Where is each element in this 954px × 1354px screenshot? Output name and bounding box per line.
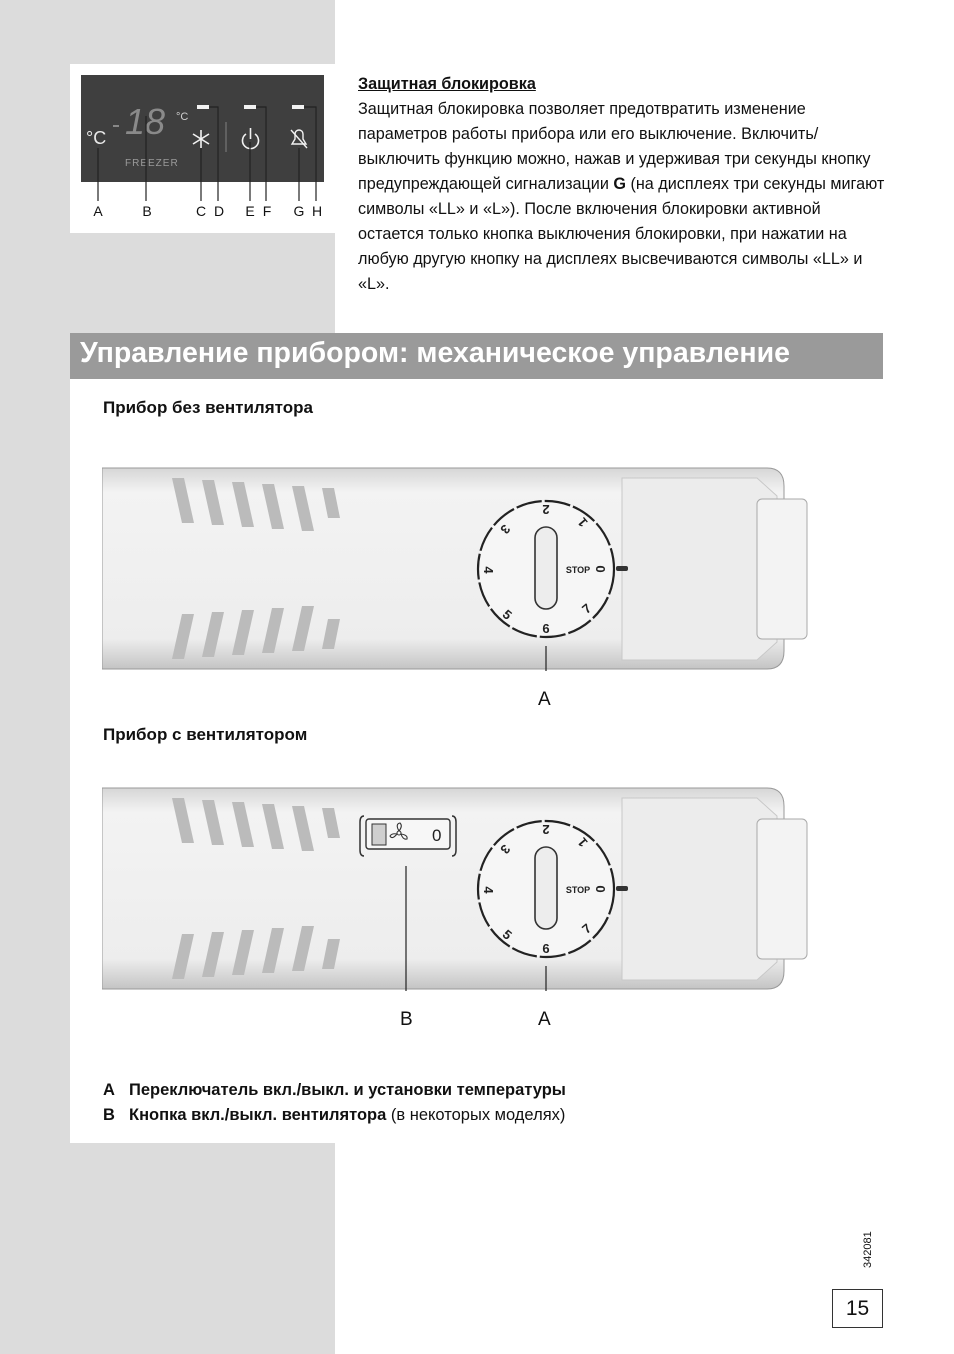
dial-num-1: 1 — [574, 514, 591, 530]
callout-c: C — [195, 203, 207, 219]
end-cap — [757, 819, 807, 959]
callout-e: E — [245, 203, 255, 219]
child-lock-bold-key: G — [613, 175, 626, 193]
panel1-callout-a: A — [538, 689, 551, 710]
dial-marker — [616, 566, 628, 571]
child-lock-section — [358, 72, 888, 297]
legend — [103, 1078, 566, 1128]
legend-label-bold: Переключатель вкл./выкл. и установки температуры — [129, 1081, 566, 1099]
heading-no-fan: Прибор без вентилятора — [103, 398, 313, 417]
indicator-d — [197, 105, 209, 109]
legend-key: A — [103, 1081, 115, 1099]
digits-unit: °C — [176, 111, 189, 123]
callout-h: H — [311, 203, 323, 219]
section-title: Управление прибором: механическое управление — [80, 337, 790, 369]
callout-d: D — [213, 203, 225, 219]
dial-num-0: 0 — [593, 565, 608, 573]
dial-stop-label: STOP — [565, 885, 591, 895]
dial-knob[interactable] — [535, 527, 557, 609]
callout-f: F — [262, 203, 272, 219]
display-panel-figure — [70, 64, 335, 233]
display-panel-body — [81, 75, 324, 182]
temp-unit-symbol: °C — [86, 128, 107, 148]
dial-num-3: 3 — [497, 521, 514, 537]
panel-no-fan-svg — [102, 466, 822, 671]
freezer-label: FREEZER — [125, 158, 179, 169]
end-cap — [757, 499, 807, 639]
callout-g: G — [293, 203, 305, 219]
panel2-callout-a: A — [538, 1009, 551, 1030]
indicator-h — [292, 105, 304, 109]
fan-switch-value: 0 — [432, 826, 442, 845]
dial-num-4: 4 — [481, 886, 496, 894]
child-lock-title: Защитная блокировка — [358, 75, 536, 93]
document-code: 342081 — [862, 1231, 874, 1268]
dial-num-0: 0 — [593, 885, 608, 893]
child-lock-text-1: Защитная блокировка позволяет предотвратить изменение параметров работы прибора или его выключение. Включить/ выключить функцию можно, нажав и удерживая три секунды кнопку предупреждающей сигнализации — [358, 100, 871, 193]
dial-stop-label: STOP — [565, 565, 591, 575]
dial-num-2: 2 — [542, 822, 550, 837]
legend-item-b — [103, 1103, 566, 1128]
dial-num-2: 2 — [542, 502, 550, 517]
child-lock-body — [358, 97, 888, 297]
dial-marker — [616, 886, 628, 891]
legend-label-bold: Кнопка вкл./выкл. вентилятора — [129, 1106, 387, 1124]
panel2-callout-b: B — [400, 1009, 413, 1030]
dial-num-5: 5 — [499, 606, 515, 623]
display-panel-svg — [70, 64, 335, 233]
legend-label-normal: (в некоторых моделях) — [386, 1106, 566, 1124]
legend-key: B — [103, 1106, 115, 1124]
dial-num-7: 7 — [579, 600, 595, 617]
dial-num-4: 4 — [481, 566, 496, 574]
page-number: 15 — [832, 1289, 883, 1328]
legend-item-a — [103, 1078, 566, 1103]
dial-num-3: 3 — [497, 841, 514, 857]
callout-a: A — [93, 203, 103, 219]
display-digits: 18 — [125, 101, 166, 142]
dial-num-6: 6 — [542, 621, 550, 636]
dial-num-5: 5 — [499, 926, 515, 943]
child-lock-text-2: (на дисплеях три секунды мигают символы «LL» и «L»). После включения блокировки активной остается только кнопка выключения блокировки, при нажатии на любую другую кнопку на дисплеях высвечиваются символы «LL» и «L». — [358, 175, 885, 293]
dial-num-7: 7 — [579, 920, 595, 937]
indicator-f — [244, 105, 256, 109]
dial-num-6: 6 — [542, 941, 550, 956]
panel-with-fan-svg — [102, 786, 822, 991]
dial-num-1: 1 — [574, 834, 591, 850]
housing-end — [622, 478, 777, 660]
section-heading-bar — [70, 333, 883, 379]
fan-switch-rocker — [372, 824, 386, 845]
housing-end — [622, 798, 777, 980]
control-panel-no-fan — [102, 466, 822, 671]
dial-knob[interactable] — [535, 847, 557, 929]
heading-with-fan: Прибор с вентилятором — [103, 725, 308, 744]
control-panel-with-fan — [102, 786, 822, 991]
callout-b: B — [142, 203, 152, 219]
